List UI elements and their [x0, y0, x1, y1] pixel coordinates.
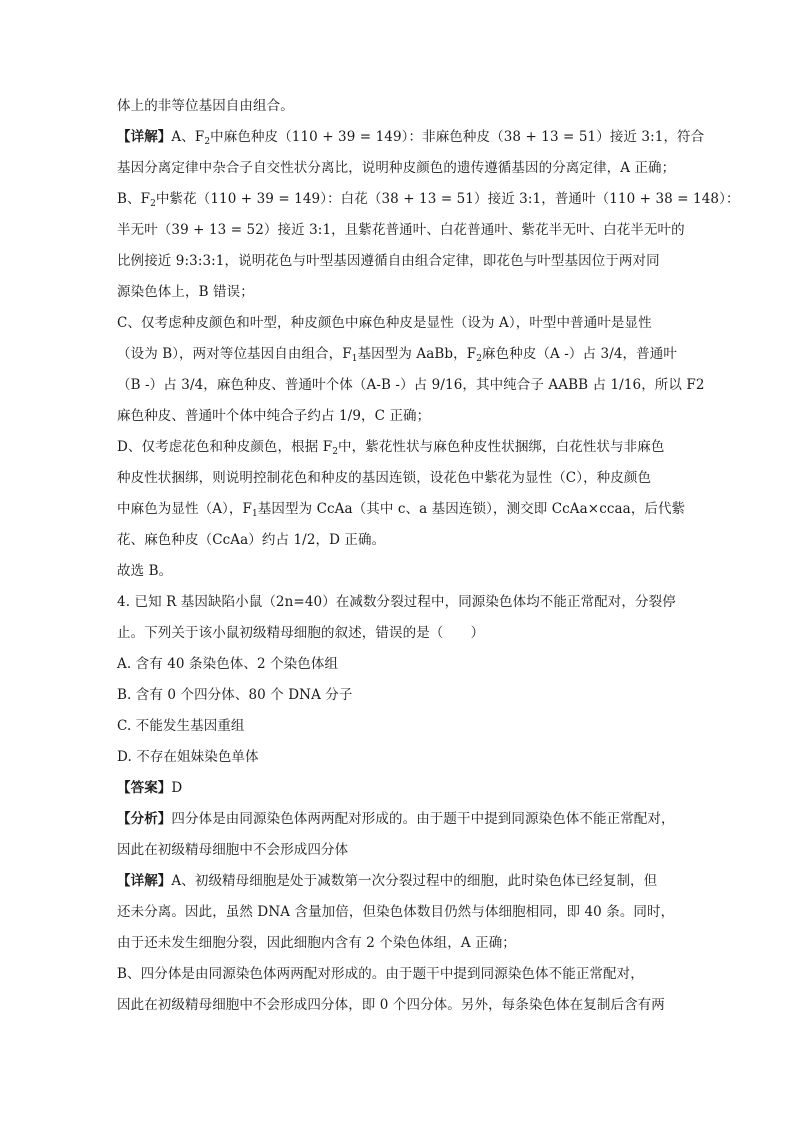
text-line [117, 654, 687, 685]
text-line [117, 375, 705, 406]
line-text: 因此在初级精母细胞中不会形成四分体，即 0 个四分体。另外，每条染色体在复制后含有两 [117, 997, 665, 1013]
line-text: C、仅考虑种皮颜色和叶型，种皮颜色中麻色种皮是显性（设为 A），叶型中普通叶是显性 [117, 315, 652, 331]
line-text: B、四分体是由同源染色体两两配对形成的。由于题干中提到同源染色体不能正常配对， [117, 966, 644, 982]
line-text: 半无叶（39 + 13 = 52）接近 3:1，且紫花普通叶、白花普通叶、紫花半无叶、白花半无叶的 [117, 222, 685, 238]
text-line [117, 468, 687, 499]
text-line [117, 406, 687, 437]
line-text: 由于还未发生细胞分裂，因此细胞内含有 2 个染色体组，A 正确； [117, 935, 516, 951]
line-text: （B -）占 3/4，麻色种皮、普通叶个体（A-B -）占 9/16，其中纯合子 AABB 占 1/16，所以 F2 [117, 377, 705, 393]
line-text: 还未分离。因此，虽然 DNA 含量加倍，但染色体数目仍然与体细胞相同，即 40 条。同时， [117, 904, 675, 920]
line-text: 基因分离定律中杂合子自交性状分离比，说明种皮颜色的遗传遵循基因的分离定律，A 正确； [117, 160, 676, 176]
text-line [117, 933, 687, 964]
line-text: D. 不存在姐妹染色单体 [117, 749, 259, 765]
text-line [117, 840, 687, 871]
text-line [117, 623, 687, 654]
text-line [117, 189, 740, 220]
line-text: 4. 已知 R 基因缺陷小鼠（2n=40）在减数分裂过程中，同源染色体均不能正常配对，分裂停 [117, 594, 676, 610]
text-line [117, 313, 687, 344]
section-tag: 【详解】 [117, 129, 172, 145]
text-line [117, 747, 687, 778]
line-text: A. 含有 40 条染色体、2 个染色体组 [117, 656, 339, 672]
text-line [117, 251, 687, 282]
section-tag: 【详解】 [117, 873, 172, 889]
line-text: B. 含有 0 个四分体、80 个 DNA 分子 [117, 687, 353, 703]
text-line [117, 220, 687, 251]
line-text: D、仅考虑花色和种皮颜色，根据 $F_2$中，紫花性状与麻色种皮性状捆绑，白花性状与非麻色 [117, 439, 665, 457]
text-line [117, 561, 687, 592]
line-text: 中麻色为显性（A），$F_1$基因型为 CcAa（其中 c、a 基因连锁），测交即 CcAa×ccaa，后代紫 [117, 501, 686, 519]
text-line [117, 809, 687, 840]
line-text: 种皮性状捆绑，则说明控制花色和种皮的基因连锁，设花色中紫花为显性（C），种皮颜色 [117, 470, 652, 486]
section-tag: 【答案】 [117, 780, 172, 796]
section-tag: 【分析】 [117, 811, 172, 827]
text-line [117, 902, 687, 933]
text-line [117, 282, 687, 313]
text-line [117, 344, 687, 375]
line-text: 比例接近 9:3:3:1，说明花色与叶型基因遵循自由组合定律，即花色与叶型基因位于两对同 [117, 253, 660, 269]
line-text: 因此在初级精母细胞中不会形成四分体 [117, 842, 349, 858]
text-line [117, 964, 687, 995]
text-line [117, 499, 687, 530]
document-page [117, 96, 740, 1026]
line-text: D [171, 780, 183, 796]
line-text: B、$F_2$中紫花（110 + 39 = 149）：白花（38 + 13 = 51）接近 3:1，普通叶（110 + 38 = 148）： [117, 191, 740, 209]
text-line [117, 592, 687, 623]
line-text: 花、麻色种皮（CcAa）约占 1/2，D 正确。 [117, 532, 386, 548]
text-line [117, 685, 687, 716]
line-text: 麻色种皮、普通叶个体中纯合子约占 1/9，C 正确； [117, 408, 431, 424]
text-line [117, 96, 687, 127]
text-line [117, 995, 687, 1026]
line-text: A、$F_2$中麻色种皮（110 + 39 = 149）：非麻色种皮（38 + 13 = 51）接近 3:1，符合 [171, 129, 705, 147]
line-text: 止。下列关于该小鼠初级精母细胞的叙述，错误的是（ ） [117, 625, 485, 641]
text-line [117, 158, 687, 189]
line-text: 四分体是由同源染色体两两配对形成的。由于题干中提到同源染色体不能正常配对， [171, 811, 675, 827]
line-text: C. 不能发生基因重组 [117, 718, 245, 734]
line-text: 体上的非等位基因自由组合。 [117, 98, 294, 114]
text-line [117, 437, 687, 468]
text-line [117, 530, 687, 561]
line-text: （设为 B），两对等位基因自由组合，$F_1$基因型为 AaBb，$F_2$麻色种皮（A -）占 3/4，普通叶 [117, 346, 677, 364]
text-line [117, 716, 687, 747]
text-line [117, 127, 705, 158]
line-text: A、初级精母细胞是处于减数第一次分裂过程中的细胞，此时染色体已经复制，但 [171, 873, 658, 889]
line-text: 故选 B。 [117, 563, 173, 579]
text-line [117, 778, 687, 809]
line-text: 源染色体上，B 错误； [117, 284, 254, 300]
text-line [117, 871, 687, 902]
